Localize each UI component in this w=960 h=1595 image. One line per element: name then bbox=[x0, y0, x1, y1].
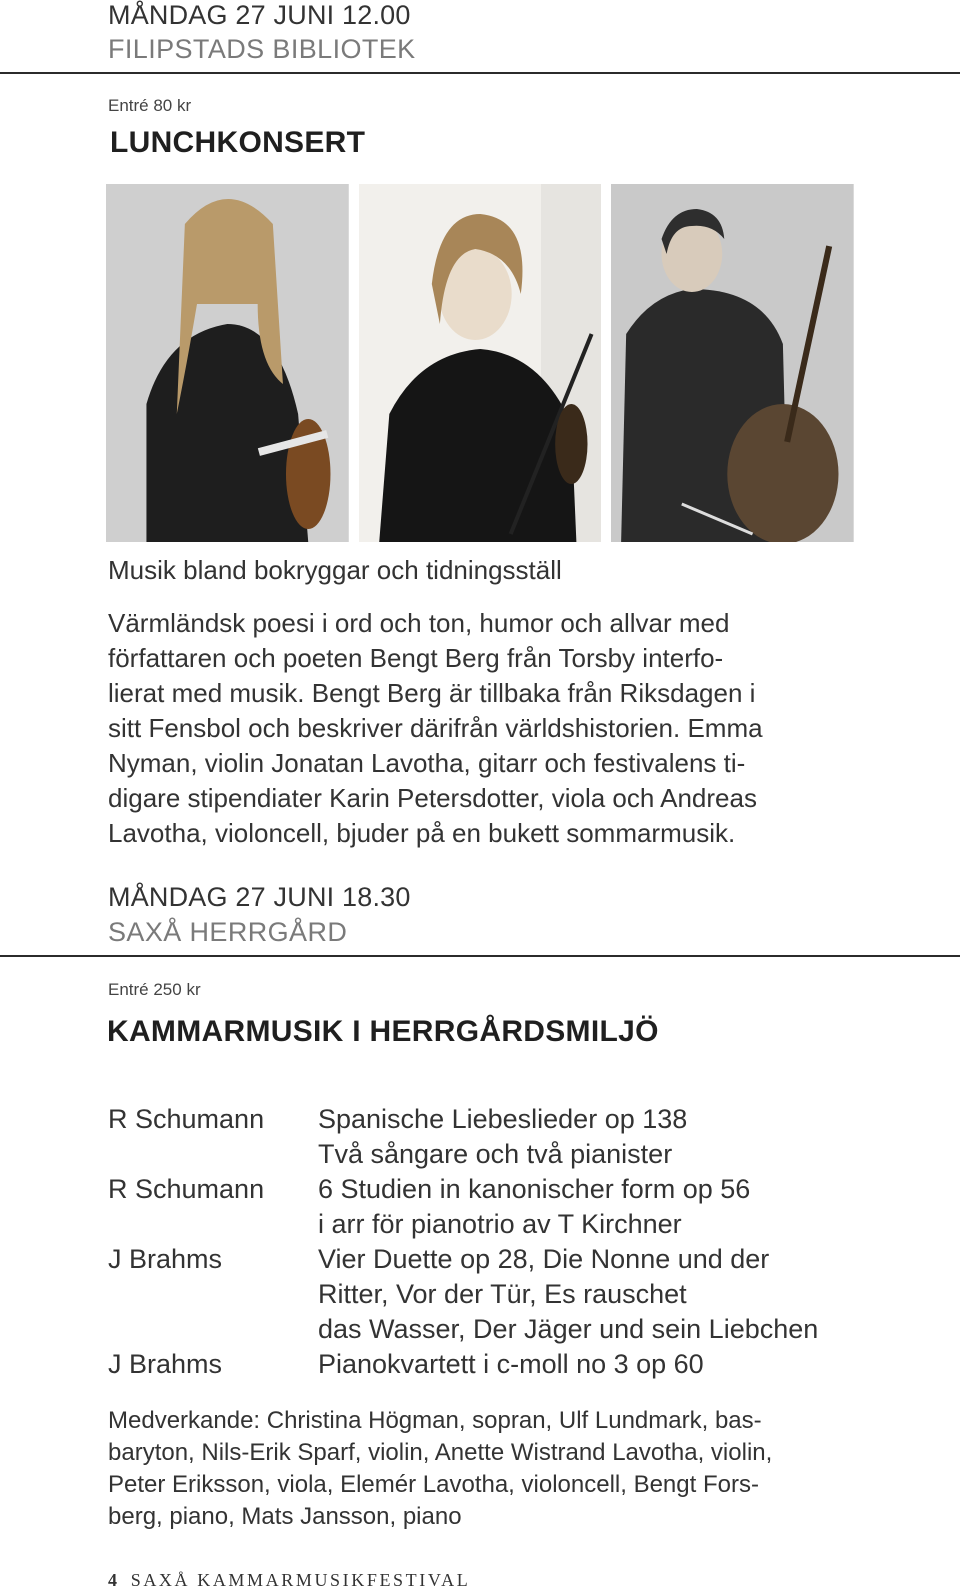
composer-name: R Schumann bbox=[108, 1104, 265, 1134]
event2-divider bbox=[0, 955, 960, 957]
description-line: författaren och poeten Bengt Berg från Torsby interfo- bbox=[108, 643, 724, 673]
photo-violinist-2 bbox=[359, 184, 602, 542]
program-item bbox=[108, 1242, 868, 1347]
participants-line: berg, piano, Mats Jansson, piano bbox=[108, 1503, 462, 1530]
description-line: Nyman, violin Jonatan Lavotha, gitarr och festivalens ti- bbox=[108, 748, 746, 778]
event1-subtitle: Musik bland bokryggar och tidningsställ bbox=[108, 555, 562, 585]
event1-description bbox=[108, 606, 868, 851]
event1-divider bbox=[0, 72, 960, 74]
work-title bbox=[318, 1347, 868, 1382]
work-line: Två sångare och två pianister bbox=[318, 1139, 673, 1169]
event2-participants bbox=[108, 1405, 868, 1533]
work-title bbox=[318, 1172, 868, 1242]
work-title bbox=[318, 1102, 868, 1172]
event2-title: KAMMARMUSIK I HERRGÅRDSMILJÖ bbox=[107, 1015, 659, 1048]
musician-photos bbox=[106, 184, 854, 542]
work-line: Vier Duette op 28, Die Nonne und der bbox=[318, 1244, 770, 1274]
page-footer bbox=[108, 1570, 470, 1591]
description-line: sitt Fensbol och beskriver därifrån världshistorien. Emma bbox=[108, 713, 763, 743]
work-line: i arr för pianotrio av T Kirchner bbox=[318, 1209, 682, 1239]
participants-line: baryton, Nils-Erik Sparf, violin, Anette Wistrand Lavotha, violin, bbox=[108, 1439, 773, 1466]
description-line: digare stipendiater Karin Petersdotter, viola och Andreas bbox=[108, 783, 757, 813]
participants-line: Peter Eriksson, viola, Elemér Lavotha, violoncell, Bengt Fors- bbox=[108, 1471, 759, 1498]
description-line: Lavotha, violoncell, bjuder på en bukett sommarmusik. bbox=[108, 818, 736, 848]
work-title bbox=[318, 1242, 868, 1347]
event1-date: MÅNDAG 27 JUNI 12.00 bbox=[108, 0, 411, 30]
description-line: Värmländsk poesi i ord och ton, humor och allvar med bbox=[108, 608, 730, 638]
work-line: Spanische Liebeslieder op 138 bbox=[318, 1104, 688, 1134]
photo-violinist-1 bbox=[106, 184, 349, 542]
event1-venue: FILIPSTADS BIBLIOTEK bbox=[108, 34, 416, 64]
program-item bbox=[108, 1102, 868, 1172]
event2-date: MÅNDAG 27 JUNI 18.30 bbox=[108, 882, 411, 912]
concert-program bbox=[108, 1102, 868, 1382]
work-line: 6 Studien in kanonischer form op 56 bbox=[318, 1174, 751, 1204]
work-line: Ritter, Vor der Tür, Es rauschet bbox=[318, 1279, 687, 1309]
description-line: lierat med musik. Bengt Berg är tillbaka från Riksdagen i bbox=[108, 678, 756, 708]
publication-name: SAXÅ KAMMARMUSIKFESTIVAL bbox=[130, 1570, 471, 1590]
program-item bbox=[108, 1347, 868, 1382]
event1-title: LUNCHKONSERT bbox=[110, 126, 366, 159]
event2-entry-price: Entré 250 kr bbox=[108, 980, 201, 999]
work-line: das Wasser, Der Jäger und sein Liebchen bbox=[318, 1314, 819, 1344]
composer-name: J Brahms bbox=[108, 1244, 223, 1274]
composer-name: J Brahms bbox=[108, 1349, 223, 1379]
page-number: 4 bbox=[108, 1570, 120, 1590]
event2-venue: SAXÅ HERRGÅRD bbox=[108, 917, 348, 947]
work-line: Pianokvartett i c-moll no 3 op 60 bbox=[318, 1349, 704, 1379]
composer-name: R Schumann bbox=[108, 1174, 265, 1204]
photo-cellist bbox=[611, 184, 854, 542]
event1-entry-price: Entré 80 kr bbox=[108, 96, 192, 115]
participants-line: Medverkande: Christina Högman, sopran, Ulf Lundmark, bas- bbox=[108, 1407, 762, 1434]
program-item bbox=[108, 1172, 868, 1242]
